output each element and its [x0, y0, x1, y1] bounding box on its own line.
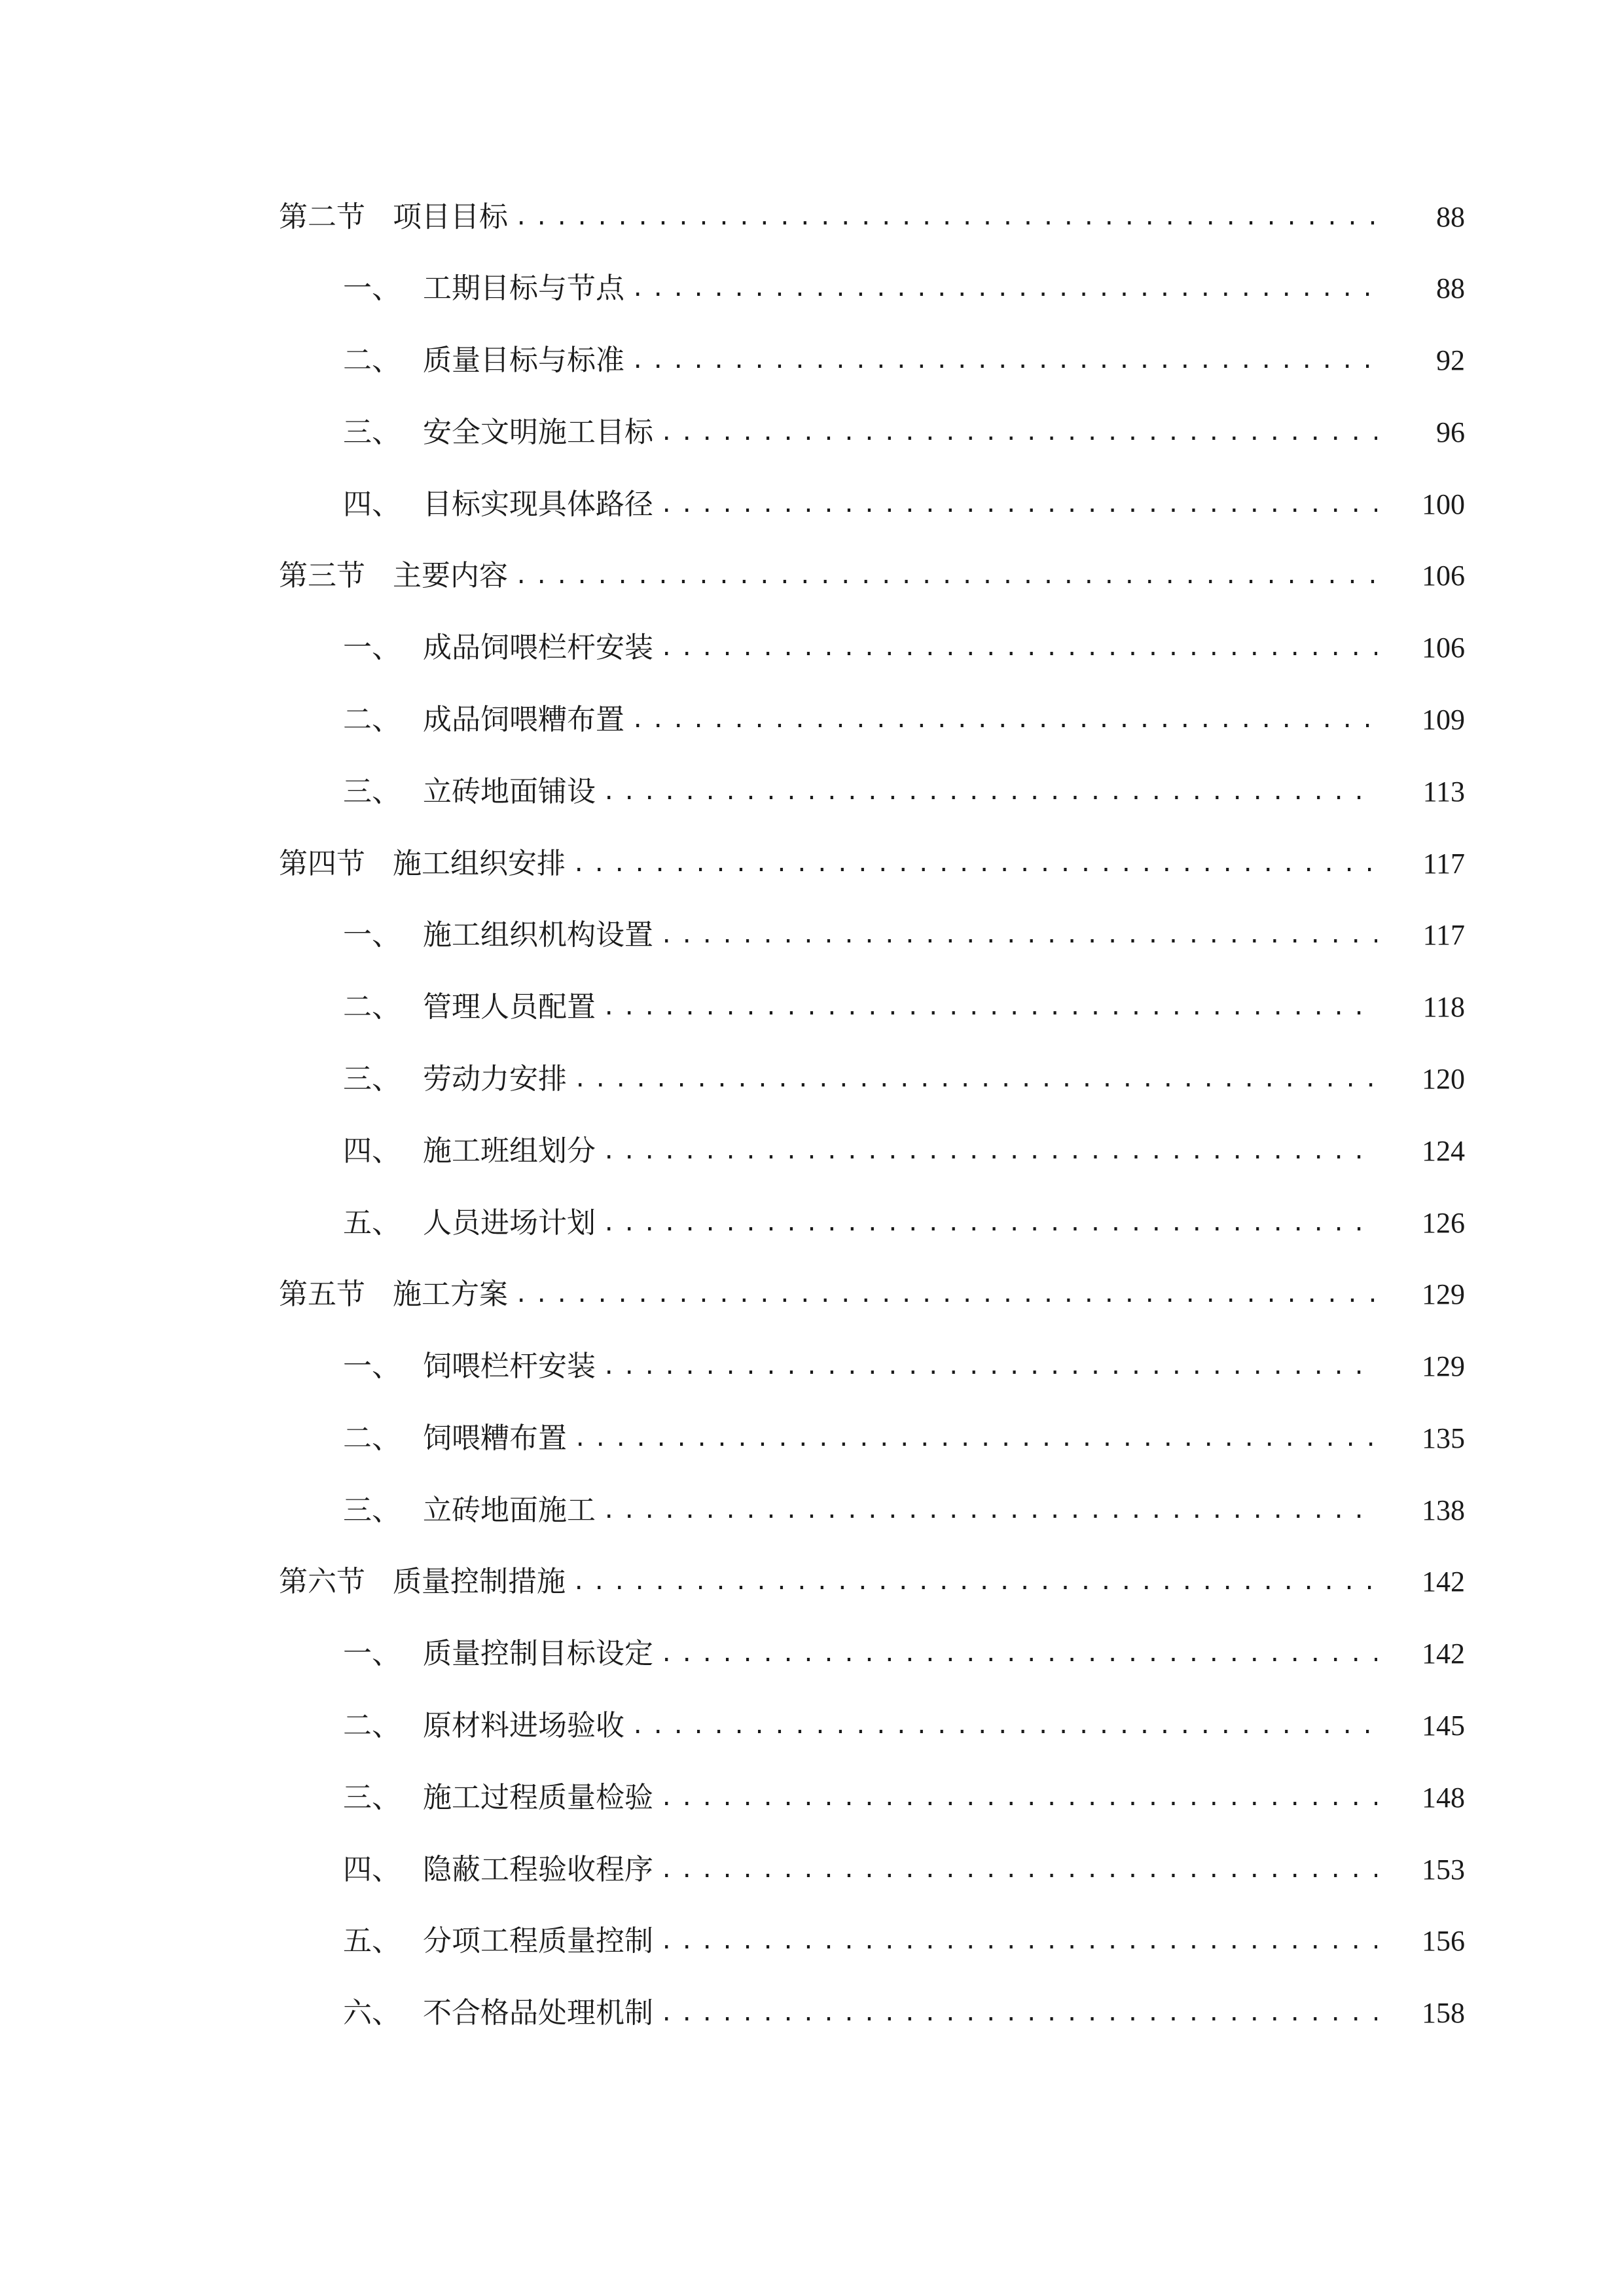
toc-entry-subsection[interactable]	[0, 909, 1624, 961]
toc-entry-number: 二、	[343, 703, 401, 736]
toc-entry-title: 分项工程质量控制	[423, 1924, 653, 1958]
toc-entry-subsection[interactable]	[0, 1340, 1624, 1393]
toc-entry-subsection[interactable]	[0, 334, 1624, 387]
toc-entry-number: 第五节	[279, 1278, 365, 1311]
toc-dot-leader	[602, 766, 1377, 818]
toc-dot-leader	[660, 1915, 1377, 1967]
toc-entry-subsection[interactable]	[0, 1197, 1624, 1249]
toc-entry-page: 88	[1436, 201, 1465, 233]
toc-entry-number: 四、	[343, 488, 401, 521]
toc-entry-page: 138	[1422, 1494, 1465, 1526]
toc-entry-subsection[interactable]	[0, 1125, 1624, 1177]
toc-entry-page: 126	[1422, 1207, 1465, 1239]
toc-entry-page: 96	[1436, 416, 1465, 448]
toc-entry-subsection[interactable]	[0, 981, 1624, 1033]
toc-entry-page: 120	[1422, 1063, 1465, 1095]
toc-dot-leader	[631, 1700, 1377, 1752]
toc-dot-leader	[631, 334, 1377, 387]
toc-entry-subsection[interactable]	[0, 478, 1624, 531]
toc-dot-leader	[631, 694, 1377, 746]
toc-entry-page: 145	[1422, 1710, 1465, 1742]
toc-dot-leader	[602, 1484, 1377, 1537]
toc-entry-number: 第三节	[279, 559, 365, 592]
toc-entry-page: 92	[1436, 344, 1465, 376]
toc-entry-title: 质量控制措施	[393, 1565, 566, 1598]
toc-entry-section[interactable]	[0, 1268, 1624, 1321]
toc-entry-title: 不合格品处理机制	[423, 1996, 653, 2030]
toc-dot-leader	[660, 1844, 1377, 1896]
toc-entry-subsection[interactable]	[0, 622, 1624, 674]
toc-dot-leader	[602, 1340, 1377, 1393]
toc-entry-title: 主要内容	[393, 559, 508, 592]
toc-dot-leader	[572, 838, 1377, 890]
toc-dot-leader	[514, 191, 1377, 243]
toc-dot-leader	[660, 909, 1377, 961]
toc-entry-subsection[interactable]	[0, 694, 1624, 746]
toc-entry-page: 129	[1422, 1350, 1465, 1382]
toc-entry-page: 129	[1422, 1278, 1465, 1310]
toc-entry-section[interactable]	[0, 838, 1624, 890]
toc-entry-subsection[interactable]	[0, 1628, 1624, 1680]
toc-entry-subsection[interactable]	[0, 1700, 1624, 1752]
toc-entry-number: 三、	[343, 1494, 401, 1527]
toc-entry-title: 施工班组划分	[423, 1134, 596, 1168]
toc-entry-page: 158	[1422, 1997, 1465, 2029]
toc-entry-title: 原材料进场验收	[423, 1709, 624, 1742]
toc-entry-subsection[interactable]	[0, 1484, 1624, 1537]
toc-entry-number: 第二节	[279, 200, 365, 234]
toc-entry-number: 五、	[343, 1924, 401, 1958]
toc-dot-leader	[514, 550, 1377, 602]
toc-dot-leader	[660, 1987, 1377, 2039]
toc-entry-subsection[interactable]	[0, 766, 1624, 818]
toc-entry-page: 142	[1422, 1638, 1465, 1670]
toc-entry-page: 109	[1422, 704, 1465, 736]
toc-dot-leader	[660, 478, 1377, 531]
toc-entry-page: 106	[1422, 632, 1465, 664]
toc-entry-number: 三、	[343, 775, 401, 808]
toc-dot-leader	[631, 262, 1377, 315]
toc-entry-title: 施工组织机构设置	[423, 918, 653, 952]
toc-entry-page: 113	[1422, 776, 1465, 808]
toc-dot-leader	[602, 1125, 1377, 1177]
toc-entry-number: 一、	[343, 1350, 401, 1383]
toc-entry-subsection[interactable]	[0, 1772, 1624, 1824]
toc-entry-title: 饲喂糟布置	[423, 1422, 567, 1455]
toc-entry-number: 二、	[343, 1422, 401, 1455]
toc-entry-title: 项目目标	[393, 200, 508, 234]
toc-dot-leader	[602, 981, 1377, 1033]
toc-dot-leader	[573, 1053, 1377, 1105]
toc-entry-number: 四、	[343, 1134, 401, 1168]
toc-entry-page: 117	[1422, 919, 1465, 951]
toc-entry-page: 88	[1436, 272, 1465, 304]
toc-entry-subsection[interactable]	[0, 262, 1624, 315]
toc-entry-title: 目标实现具体路径	[423, 488, 653, 521]
toc-entry-number: 一、	[343, 918, 401, 952]
toc-dot-leader	[572, 1556, 1377, 1608]
toc-entry-page: 117	[1422, 848, 1465, 880]
toc-entry-subsection[interactable]	[0, 1412, 1624, 1465]
toc-entry-section[interactable]	[0, 550, 1624, 602]
toc-entry-section[interactable]	[0, 191, 1624, 243]
toc-entry-title: 饲喂栏杆安装	[423, 1350, 596, 1383]
toc-entry-title: 施工过程质量检验	[423, 1781, 653, 1814]
toc-entry-page: 106	[1422, 560, 1465, 592]
toc-entry-number: 二、	[343, 344, 401, 377]
toc-entry-number: 三、	[343, 1781, 401, 1814]
toc-entry-page: 100	[1422, 488, 1465, 520]
toc-entry-title: 成品饲喂栏杆安装	[423, 631, 653, 664]
toc-entry-title: 隐蔽工程验收程序	[423, 1853, 653, 1886]
toc-entry-number: 五、	[343, 1206, 401, 1240]
toc-entry-title: 人员进场计划	[423, 1206, 596, 1240]
toc-entry-number: 四、	[343, 1853, 401, 1886]
toc-entry-title: 工期目标与节点	[423, 272, 624, 305]
toc-entry-page: 156	[1422, 1925, 1465, 1957]
toc-entry-page: 153	[1422, 1854, 1465, 1886]
toc-entry-subsection[interactable]	[0, 1844, 1624, 1896]
toc-entry-page: 124	[1422, 1135, 1465, 1167]
toc-entry-title: 成品饲喂糟布置	[423, 703, 624, 736]
toc-entry-number: 六、	[343, 1996, 401, 2030]
toc-entry-number: 二、	[343, 990, 401, 1024]
toc-entry-page: 135	[1422, 1422, 1465, 1454]
toc-entry-section[interactable]	[0, 1556, 1624, 1608]
toc-dot-leader	[660, 1772, 1377, 1824]
toc-entry-title: 安全文明施工目标	[423, 416, 653, 449]
toc-entry-number: 第四节	[279, 847, 365, 880]
toc-entry-subsection[interactable]	[0, 1053, 1624, 1105]
toc-dot-leader	[660, 406, 1377, 459]
toc-entry-subsection[interactable]	[0, 1915, 1624, 1967]
toc-entry-number: 一、	[343, 1637, 401, 1670]
toc-dot-leader	[514, 1268, 1377, 1321]
toc-entry-page: 118	[1422, 991, 1465, 1023]
toc-entry-number: 三、	[343, 416, 401, 449]
toc-entry-title: 立砖地面施工	[423, 1494, 596, 1527]
toc-dot-leader	[602, 1197, 1377, 1249]
toc-entry-number: 一、	[343, 631, 401, 664]
toc-entry-title: 施工组织安排	[393, 847, 566, 880]
toc-entry-number: 第六节	[279, 1565, 365, 1598]
toc-entry-title: 立砖地面铺设	[423, 775, 596, 808]
toc-entry-subsection[interactable]	[0, 406, 1624, 459]
toc-dot-leader	[573, 1412, 1377, 1465]
toc-entry-number: 三、	[343, 1062, 401, 1096]
toc-entry-title: 质量目标与标准	[423, 344, 624, 377]
toc-entry-page: 148	[1422, 1782, 1465, 1814]
toc-entry-title: 施工方案	[393, 1278, 508, 1311]
toc-entry-title: 质量控制目标设定	[423, 1637, 653, 1670]
toc-entry-subsection[interactable]	[0, 1987, 1624, 2039]
toc-entry-number: 二、	[343, 1709, 401, 1742]
toc-dot-leader	[660, 1628, 1377, 1680]
toc-entry-number: 一、	[343, 272, 401, 305]
toc-entry-title: 劳动力安排	[423, 1062, 567, 1096]
toc-entry-page: 142	[1422, 1566, 1465, 1598]
toc-dot-leader	[660, 622, 1377, 674]
toc-entry-title: 管理人员配置	[423, 990, 596, 1024]
